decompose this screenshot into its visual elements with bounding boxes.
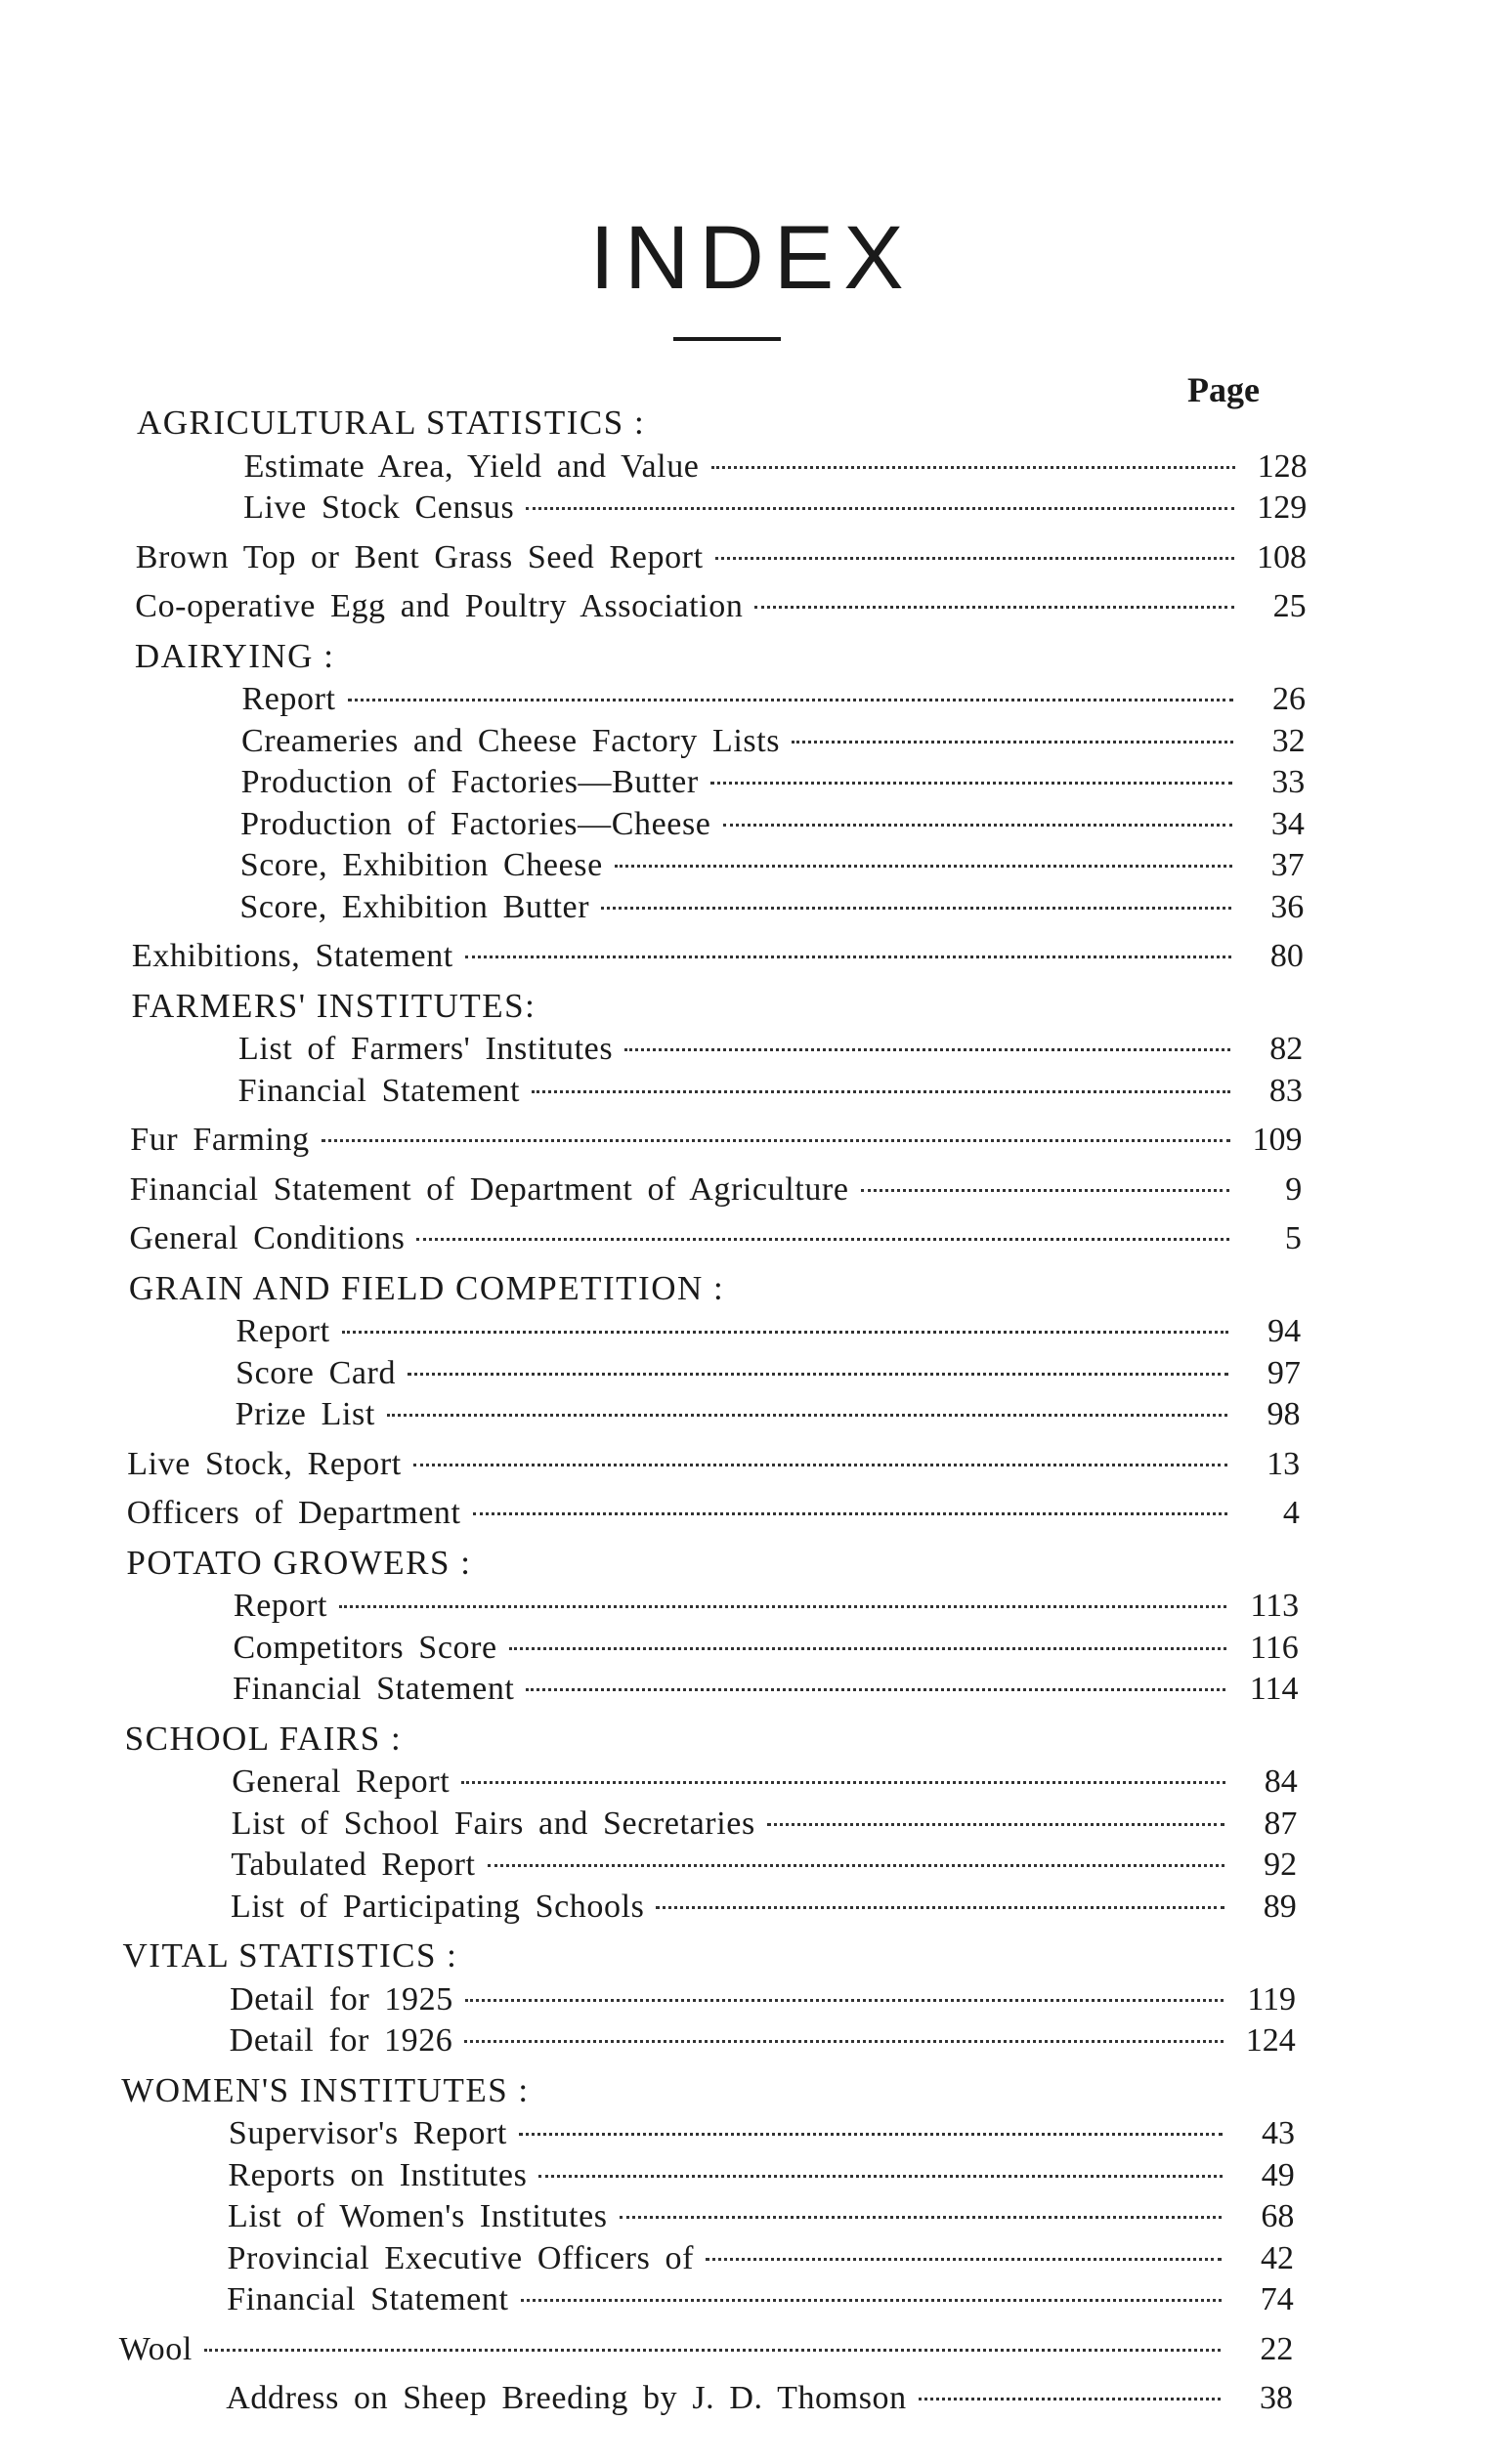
dot-leader <box>509 1647 1226 1650</box>
index-entry <box>244 446 1308 488</box>
index-entry <box>234 1628 1299 1669</box>
page-column-label: Page <box>1187 370 1260 409</box>
entry-page-number: 22 <box>1260 2330 1294 2367</box>
entry-label: Score, Exhibition Butter <box>239 888 590 925</box>
entry-page-number: 82 <box>1269 1031 1304 1067</box>
entry-label: Score Card <box>236 1354 397 1391</box>
dot-leader <box>348 699 1233 701</box>
entry-label: Wool <box>118 2330 193 2367</box>
dot-leader <box>519 2133 1223 2136</box>
dot-leader <box>538 2175 1222 2178</box>
entry-page-number: 32 <box>1271 722 1306 759</box>
dot-leader <box>339 1605 1226 1608</box>
entry-label: Estimate Area, Yield and Value <box>243 447 700 485</box>
section-heading: AGRICULTURAL STATISTICS : <box>137 404 646 442</box>
section-heading: POTATO GROWERS : <box>126 1543 472 1582</box>
dot-leader <box>526 1688 1225 1691</box>
dot-leader <box>526 507 1234 510</box>
index-entry <box>240 845 1305 886</box>
entry-label: Co-operative Egg and Poultry Association <box>135 588 744 624</box>
entry-label: Competitors Score <box>233 1629 497 1666</box>
entry-page-number: 9 <box>1285 1170 1303 1208</box>
dot-leader <box>322 1139 1230 1142</box>
entry-label: General Conditions <box>129 1220 406 1256</box>
entry-label: Prize List <box>235 1396 375 1432</box>
entry-label: Detail for 1925 <box>230 1980 453 2018</box>
entry-page-number: 74 <box>1260 2281 1294 2317</box>
index-entry <box>233 1669 1298 1710</box>
index-entry <box>232 1762 1298 1803</box>
index-entry <box>130 1169 1302 1211</box>
section-heading: GRAIN AND FIELD COMPETITION : <box>128 1268 725 1307</box>
dot-leader <box>656 1906 1224 1909</box>
title-rule <box>673 337 781 341</box>
dot-leader <box>620 2216 1223 2219</box>
dot-leader <box>624 1048 1230 1051</box>
entry-label: Tabulated Report <box>231 1847 476 1883</box>
index-entry <box>228 2196 1294 2237</box>
entry-label: Report <box>236 1313 330 1349</box>
entry-page-number: 109 <box>1252 1122 1303 1158</box>
entry-page-number: 34 <box>1270 805 1305 842</box>
index-entry <box>130 1120 1302 1161</box>
entry-page-number: 97 <box>1267 1354 1301 1391</box>
index-entry <box>132 936 1304 977</box>
dot-leader <box>521 2299 1222 2302</box>
dot-leader <box>706 2258 1222 2261</box>
dot-leader <box>204 2349 1221 2352</box>
dot-leader <box>342 1331 1229 1334</box>
entry-page-number: 37 <box>1270 847 1305 883</box>
index-entry <box>135 586 1306 627</box>
section-heading: VITAL STATISTICS : <box>122 1936 458 1975</box>
index-entry <box>239 887 1304 928</box>
index-entry <box>236 1394 1301 1435</box>
entry-label: List of Women's Institutes <box>227 2198 608 2234</box>
dot-leader <box>461 1781 1225 1784</box>
entry-page-number: 80 <box>1269 938 1304 974</box>
index-entry <box>230 1979 1296 2020</box>
index-entry <box>238 1071 1303 1112</box>
entry-label: List of Farmers' Institutes <box>238 1031 614 1067</box>
dot-leader <box>710 782 1233 785</box>
entry-page-number: 84 <box>1264 1763 1298 1800</box>
dot-leader <box>532 1090 1230 1093</box>
dot-leader <box>408 1373 1228 1376</box>
dot-leader <box>465 1999 1224 2002</box>
dot-leader <box>919 2398 1221 2400</box>
entry-label: Reports on Institutes <box>228 2156 528 2193</box>
entry-page-number: 92 <box>1264 1847 1298 1883</box>
entry-label: Financial Statement of Department of Agriculture <box>129 1170 849 1208</box>
entry-label: General Report <box>232 1763 451 1800</box>
index-entry <box>229 2113 1295 2154</box>
entry-page-number: 42 <box>1261 2239 1295 2276</box>
entry-label: Brown Top or Bent Grass Seed Report <box>135 538 704 575</box>
entry-page-number: 49 <box>1261 2156 1295 2193</box>
entry-label: Provincial Executive Officers of <box>227 2239 695 2276</box>
dot-leader <box>465 956 1231 958</box>
entry-page-number: 36 <box>1270 888 1305 925</box>
index-entry <box>236 1353 1301 1394</box>
dot-leader <box>723 824 1232 827</box>
entry-page-number: 25 <box>1272 588 1307 624</box>
index-entry <box>240 804 1305 845</box>
entry-page-number: 128 <box>1257 447 1308 485</box>
entry-page-number: 43 <box>1262 2115 1296 2151</box>
entry-page-number: 87 <box>1264 1805 1298 1842</box>
entry-label: Financial Statement <box>227 2281 509 2317</box>
index-entry <box>238 1029 1303 1070</box>
entry-label: Address on Sheep Breeding by J. D. Thomson <box>226 2380 907 2416</box>
entry-page-number: 13 <box>1267 1445 1301 1482</box>
dot-leader <box>413 1464 1227 1466</box>
index-entry <box>241 679 1306 720</box>
dot-leader <box>601 907 1231 910</box>
entry-label: Supervisor's Report <box>228 2115 507 2151</box>
entry-page-number: 108 <box>1256 538 1307 575</box>
index-entry <box>230 2020 1296 2061</box>
dot-leader <box>767 1823 1225 1826</box>
entry-label: Financial Statement <box>233 1671 515 1707</box>
entry-label: Live Stock, Report <box>127 1445 402 1482</box>
entry-label: Score, Exhibition Cheese <box>239 847 603 883</box>
entry-page-number: 68 <box>1261 2198 1295 2234</box>
index-entry <box>129 1218 1302 1259</box>
index-entry <box>119 2329 1294 2370</box>
entry-page-number: 38 <box>1260 2380 1293 2416</box>
index-entry <box>234 1586 1299 1627</box>
entry-page-number: 98 <box>1267 1396 1301 1432</box>
entry-label: Live Stock Census <box>243 489 515 526</box>
entry-label: Officers of Department <box>126 1495 461 1531</box>
index-entry <box>231 1887 1297 1928</box>
index-entry <box>236 1311 1301 1352</box>
index-entry <box>127 1444 1300 1485</box>
entry-page-number: 94 <box>1267 1313 1302 1349</box>
entry-label: List of Participating Schools <box>230 1888 645 1925</box>
entry-label: Fur Farming <box>130 1122 310 1158</box>
entry-page-number: 4 <box>1282 1495 1300 1531</box>
entry-page-number: 113 <box>1250 1588 1300 1624</box>
section-heading: WOMEN'S INSTITUTES : <box>121 2070 530 2109</box>
index-entry <box>226 2378 1293 2419</box>
dot-leader <box>754 606 1233 609</box>
dot-leader <box>861 1189 1230 1192</box>
index-entry <box>228 2155 1294 2196</box>
entry-label: Production of Factories—Butter <box>240 764 699 800</box>
entry-page-number: 129 <box>1257 489 1308 526</box>
entry-label: Creameries and Cheese Factory Lists <box>241 722 781 759</box>
entry-page-number: 116 <box>1250 1629 1299 1666</box>
entry-page-number: 89 <box>1263 1888 1297 1925</box>
index-entry <box>127 1493 1300 1534</box>
entry-label: Exhibitions, Statement <box>131 938 453 974</box>
entry-page-number: 114 <box>1249 1671 1299 1707</box>
dot-leader <box>715 557 1234 560</box>
dot-leader <box>387 1414 1228 1417</box>
index-entry <box>136 537 1307 578</box>
entry-page-number: 5 <box>1284 1220 1302 1256</box>
index-entry <box>243 488 1307 529</box>
entry-label: Financial Statement <box>237 1072 520 1109</box>
dot-leader <box>473 1512 1227 1515</box>
entry-label: Detail for 1926 <box>229 2022 453 2059</box>
section-heading: FARMERS' INSTITUTES: <box>131 986 537 1025</box>
entry-page-number: 119 <box>1247 1980 1297 2018</box>
entry-page-number: 33 <box>1271 764 1306 800</box>
page-title: INDEX <box>589 208 914 308</box>
entry-label: Report <box>233 1588 328 1624</box>
index-entry <box>231 1845 1297 1886</box>
entry-label: Report <box>241 681 336 717</box>
dot-leader <box>711 466 1235 469</box>
dot-leader <box>464 2040 1223 2043</box>
dot-leader <box>416 1238 1228 1241</box>
entry-label: List of School Fairs and Secretaries <box>231 1805 755 1842</box>
dot-leader <box>615 865 1232 868</box>
entry-label: Production of Factories—Cheese <box>240 805 711 842</box>
dot-leader <box>488 1864 1225 1867</box>
index-entry <box>241 721 1306 762</box>
index-entry <box>227 2279 1294 2320</box>
section-heading: DAIRYING : <box>134 636 335 675</box>
index-entry <box>241 762 1306 803</box>
index-entry <box>232 1804 1298 1845</box>
entry-page-number: 124 <box>1245 2022 1296 2059</box>
section-heading: SCHOOL FAIRS : <box>124 1719 403 1758</box>
dot-leader <box>792 741 1233 743</box>
index-entry <box>228 2238 1294 2279</box>
entry-page-number: 26 <box>1271 681 1306 717</box>
entry-page-number: 83 <box>1268 1072 1303 1109</box>
